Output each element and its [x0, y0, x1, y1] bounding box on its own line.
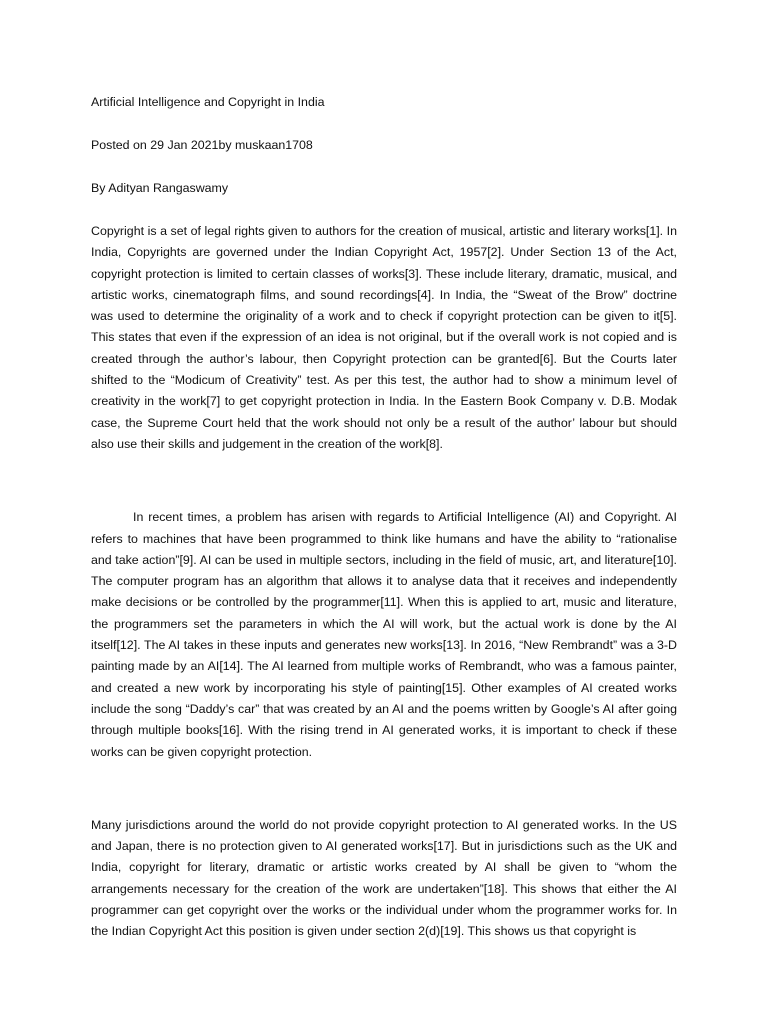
author-byline: By Adityan Rangaswamy: [91, 181, 229, 195]
paragraph-2: In recent times, a problem has arisen with regards to Artificial Intelligence (AI) and Copyright. AI refers to machines that have been programmed to think like humans and have the ability to “rationalise and take action”[9]. AI can be used in multiple sectors, including in the field of music, art, and literature[10]. The computer program has an algorithm that allows it to analyse data that it receives and independently make decisions or be controlled by the programmer[11]. When this is applied to art, music and literature, the programmers set the parameters in which the AI will work, but the actual work is done by the AI itself[12]. The AI takes in these inputs and generates new works[13]. In 2016, “New Rembrandt” was a 3-D painting made by an AI[14]. The AI learned from multiple works of Rembrandt, who was a famous painter, and created a new work by incorporating his style of painting[15]. Other examples of AI created works include the song “Daddy’s car” that was created by an AI and the poems written by Google’s AI after going through multiple books[16]. With the rising trend in AI generated works, it is important to check if these works can be given copyright protection.: [91, 510, 677, 759]
document-title: Artificial Intelligence and Copyright in India: [91, 95, 325, 109]
post-meta: Posted on 29 Jan 2021by muskaan1708: [91, 138, 313, 152]
paragraph-3: Many jurisdictions around the world do not provide copyright protection to AI generated works. In the US and Japan, there is no protection given to AI generated works[17]. But in jurisdictions such as the UK and India, copyright for literary, dramatic or artistic works created by AI shall be given to “whom the arrangements necessary for the creation of the work are undertaken”[18]. This shows that either the AI programmer can get copyright over the works or the individual under whom the programmer works for. In the Indian Copyright Act this position is given under section 2(d)[19]. This shows us that copyright is: [91, 817, 677, 939]
paragraph-1: Copyright is a set of legal rights given to authors for the creation of musical, artistic and literary works[1]. In India, Copyrights are governed under the Indian Copyright Act, 1957[2]. Under Section 13 of the Act, copyright protection is limited to certain classes of works[3]. These include literary, dramatic, musical, and artistic works, cinematograph films, and sound recordings[4]. In India, the “Sweat of the Brow” doctrine was used to determine the originality of a work and to check if copyright protection can be given to it[5]. This states that even if the expression of an idea is not original, but if the overall work is not copied and is created through the author’s labour, then Copyright protection can be granted[6]. But the Courts later shifted to the “Modicum of Creativity” test. As per this test, the author had to show a minimum level of creativity in the work[7] to get copyright protection in India. In the Eastern Book Company v. D.B. Modak case, the Supreme Court held that the work should not only be a result of the author’ labour but should also use their skills and judgement in the creation of the work[8].: [91, 224, 677, 451]
document-page: [91, 92, 677, 943]
